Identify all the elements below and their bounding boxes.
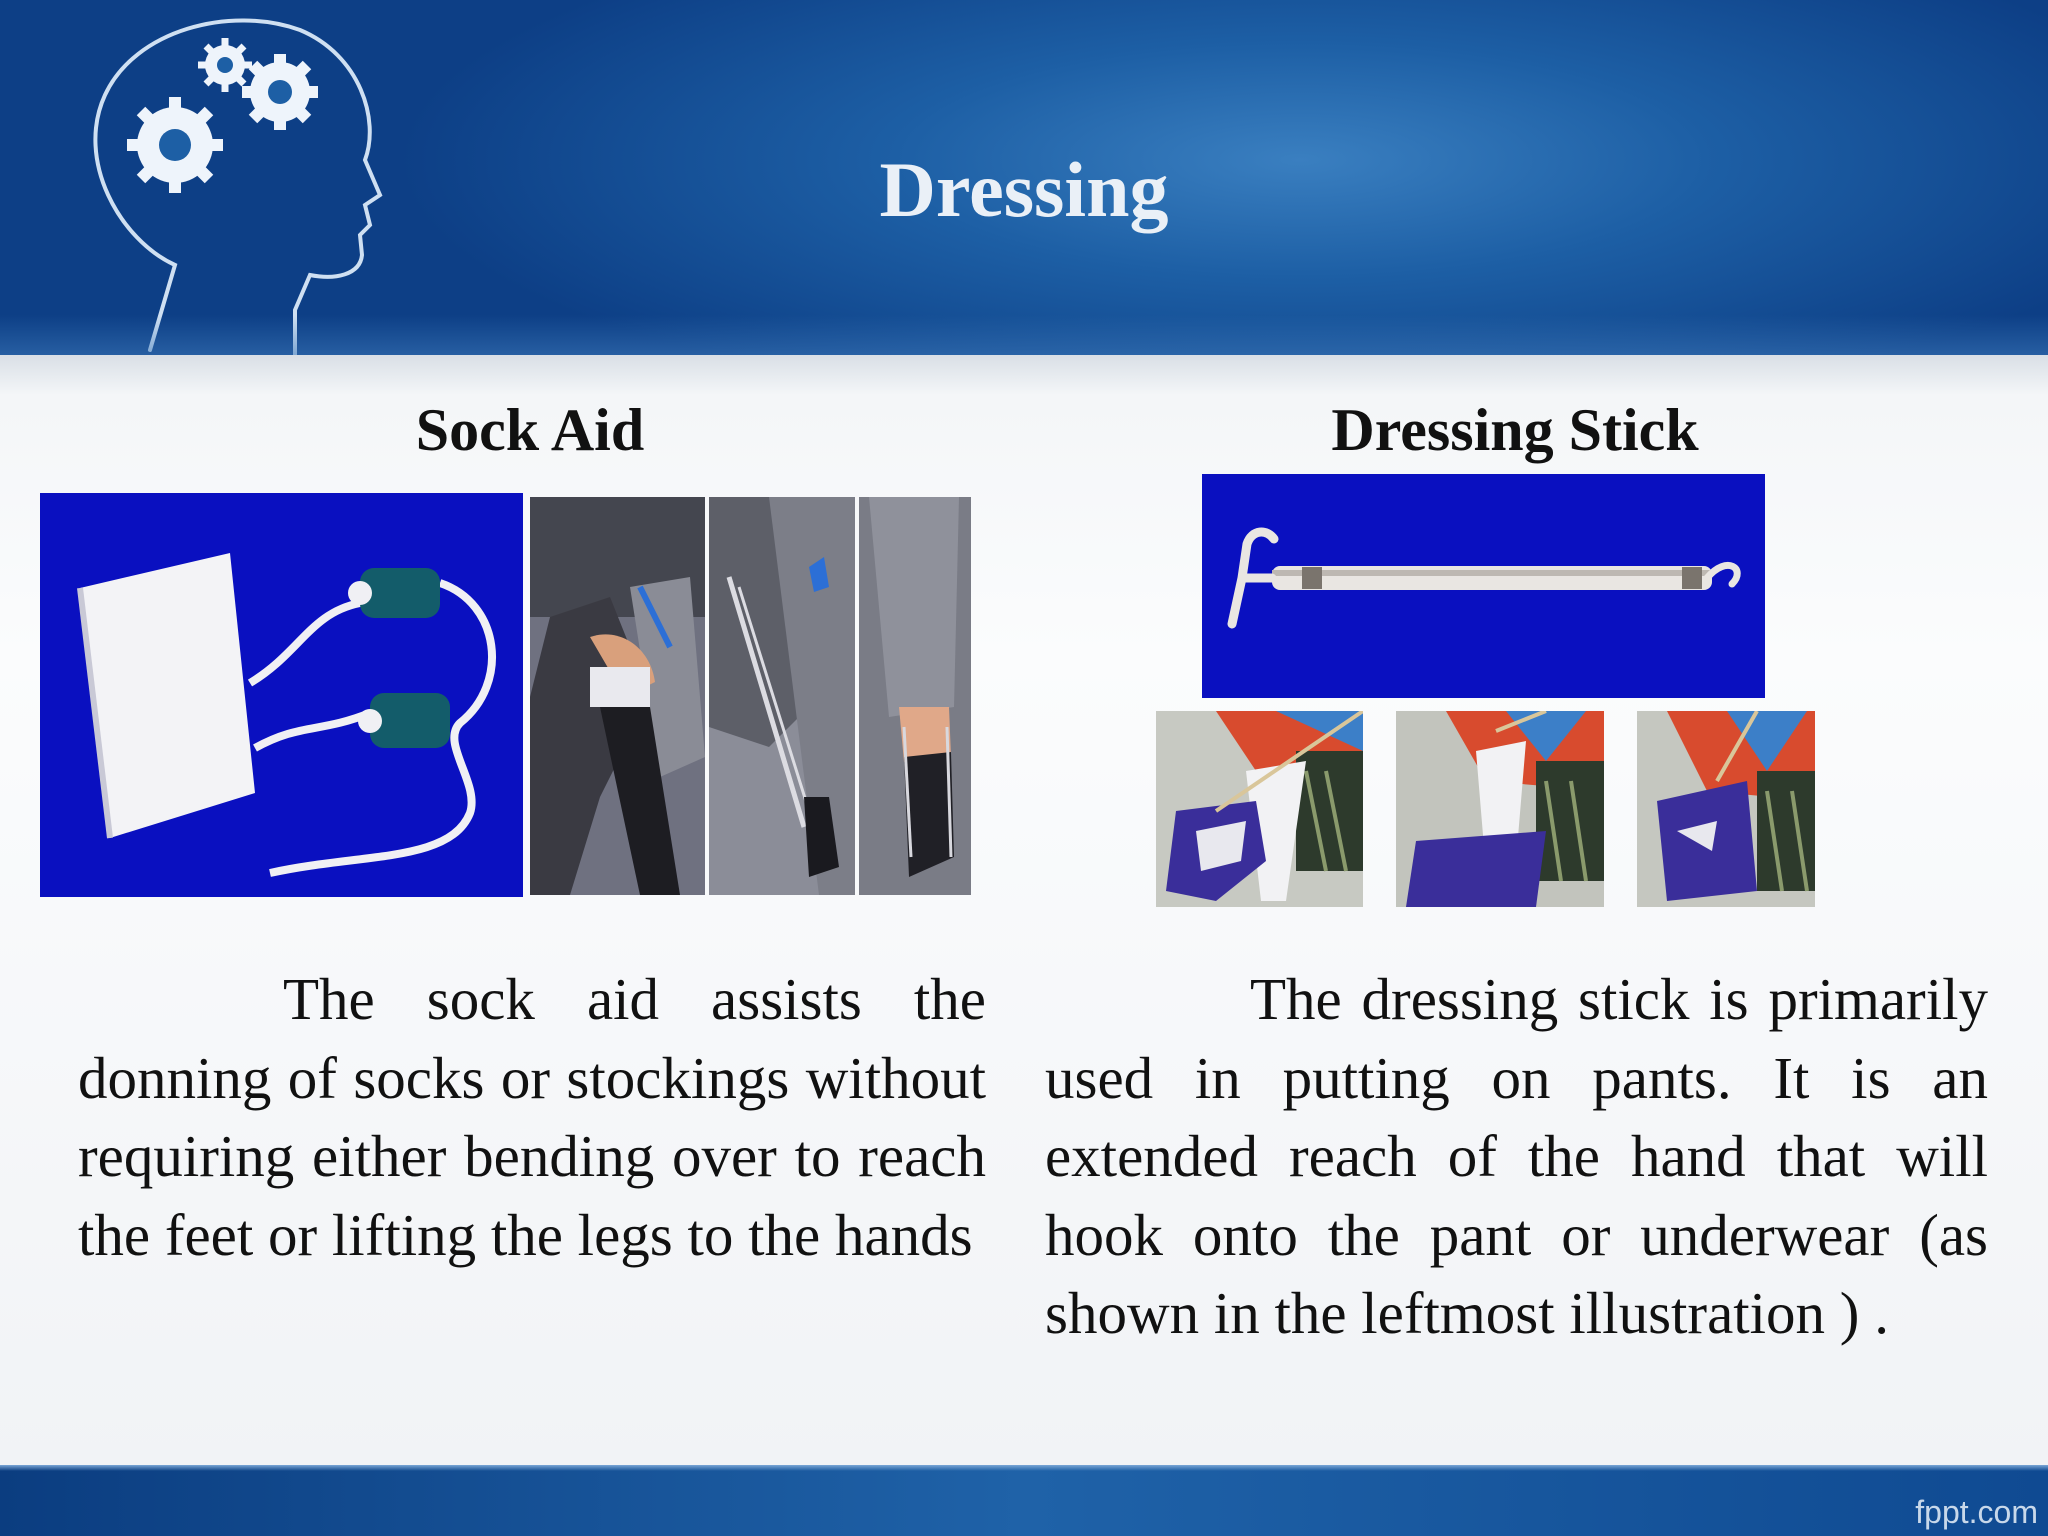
- slide-footer: [0, 1465, 2048, 1536]
- dressing-stick-device-image: [1202, 474, 1765, 698]
- sock-aid-device-image: [40, 493, 523, 897]
- sock-aid-usage-photo-3: [859, 497, 971, 895]
- dressing-stick-usage-photo-3: [1637, 711, 1815, 907]
- dressing-stick-usage-photo-2: [1396, 711, 1604, 907]
- slide-header: [0, 0, 2048, 355]
- dressing-stick-usage-photo-1: [1156, 711, 1363, 907]
- sock-aid-usage-photo-2: [709, 497, 855, 895]
- sock-aid-heading: Sock Aid: [415, 397, 645, 463]
- slide-title: Dressing: [879, 146, 1169, 233]
- dressing-stick-heading: Dressing Stick: [1331, 397, 1699, 463]
- brand-watermark: fppt.com: [1915, 1494, 2038, 1530]
- sock-aid-description: The sock aid assists the donning of socks or stockings without requiring either bending over to reach the feet or lifting the legs to the hands: [78, 966, 986, 1268]
- sock-aid-usage-photo-1: [530, 497, 705, 895]
- dressing-stick-description: The dressing stick is primarily used in putting on pants. It is an extended reach of the hand that will hook onto the pant or underwear (as shown in the leftmost illustration ) .: [1045, 966, 1988, 1346]
